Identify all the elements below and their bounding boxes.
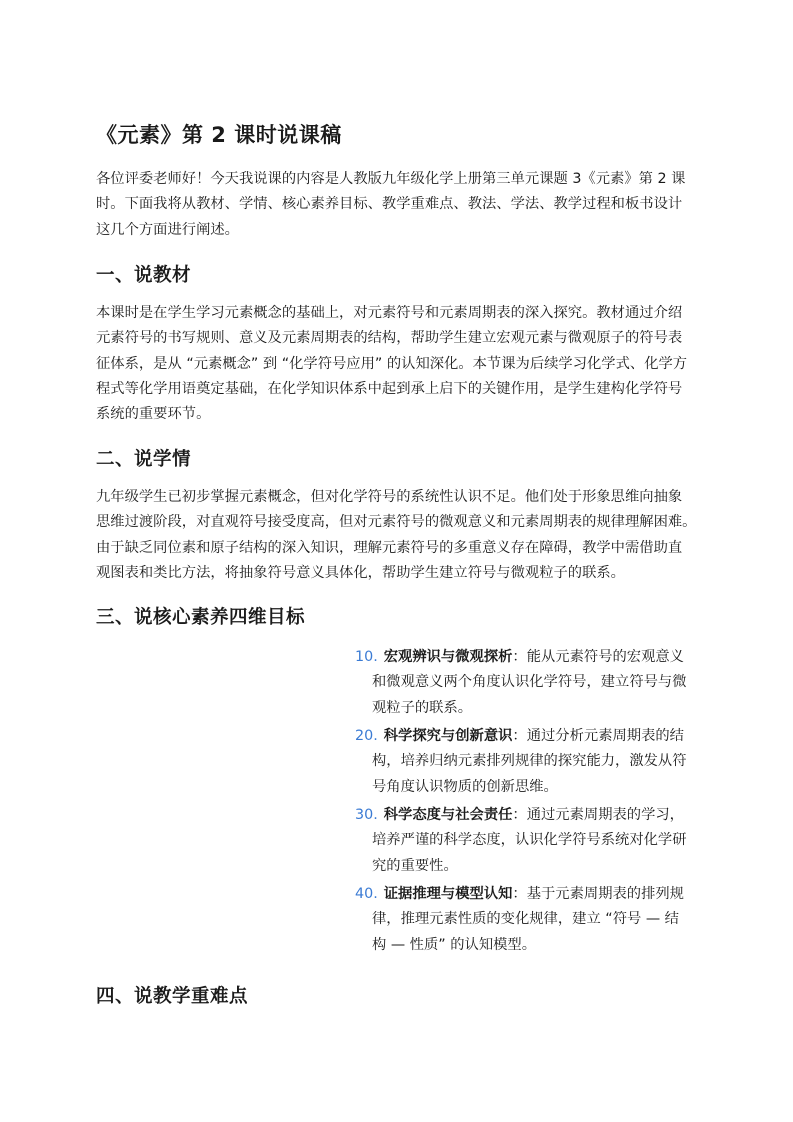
goal-first-line: [355, 645, 715, 670]
goal-first-line: [355, 803, 715, 828]
text-line: 系统的重要环节。: [96, 406, 211, 423]
goal-text: 构 — 性质” 的认知模型。: [372, 936, 537, 953]
text-line: 各位评委老师好！今天我说课的内容是人教版九年级化学上册第三单元课题 3《元素》第 2 课: [96, 171, 686, 187]
textbook-paragraph: [96, 301, 706, 427]
text-line: 时。下面我将从教材、学情、核心素养目标、教学重难点、教法、学法、教学过程和板书设计: [96, 196, 683, 213]
goal-text: 究的重要性。: [372, 857, 458, 874]
section-heading-goals: 三、说核心素养四维目标: [96, 607, 306, 628]
text-line: 征体系，是从 “元素概念” 到 “化学符号应用” 的认知深化。本节课为后续学习化学式、化学方: [96, 355, 688, 372]
goal-text: 和微观意义两个角度认识化学符号，建立符号与微: [372, 674, 687, 691]
goal-item: [355, 882, 715, 958]
goal-number: 10.: [355, 649, 378, 665]
page-title: 《元素》第 2 课时说课稿: [96, 123, 342, 147]
goal-text: ：通过元素周期表的学习，: [512, 807, 684, 823]
goal-item: [355, 803, 715, 879]
section-heading-textbook: 一、说教材: [96, 265, 192, 286]
goal-text: 构，培养归纳元素排列规律的探究能力，激发从符: [372, 753, 687, 770]
goal-title: 科学态度与社会责任: [383, 807, 513, 823]
goal-item: [355, 724, 715, 800]
goal-item: [355, 645, 715, 721]
goal-first-line: [355, 724, 715, 749]
students-paragraph: [96, 485, 706, 586]
goal-text: 号角度认识物质的创新思维。: [372, 778, 558, 795]
goal-title: 宏观辨识与微观探析: [383, 649, 513, 665]
text-line: 九年级学生已初步掌握元素概念，但对化学符号的系统性认识不足。他们处于形象思维向抽象: [96, 489, 683, 505]
section-heading-key-points: 四、说教学重难点: [96, 986, 249, 1007]
text-line: 观图表和类比方法，将抽象符号意义具体化，帮助学生建立符号与微观粒子的联系。: [96, 564, 625, 581]
goal-title: 证据推理与模型认知: [383, 886, 513, 902]
text-line: 元素符号的书写规则、意义及元素周期表的结构，帮助学生建立宏观元素与微观原子的符号表: [96, 330, 683, 347]
goal-number: 30.: [355, 807, 378, 823]
intro-paragraph: [96, 167, 706, 243]
goal-first-line: [355, 882, 715, 907]
text-line: 本课时是在学生学习元素概念的基础上，对元素符号和元素周期表的深入探究。教材通过介绍: [96, 305, 683, 321]
goal-text: 律，推理元素性质的变化规律，建立 “符号 — 结: [372, 911, 679, 928]
text-line: 程式等化学用语奠定基础，在化学知识体系中起到承上启下的关键作用，是学生建构化学符号: [96, 380, 683, 397]
goal-text: ：通过分析元素周期表的结: [512, 728, 684, 744]
goal-number: 40.: [355, 886, 378, 902]
goal-text: ：能从元素符号的宏观意义: [512, 649, 684, 665]
text-line: 思维过渡阶段，对直观符号接受度高，但对元素符号的微观意义和元素周期表的规律理解困难。: [96, 514, 697, 531]
goal-text: 观粒子的联系。: [372, 699, 473, 716]
goal-text: ：基于元素周期表的排列规: [512, 886, 684, 902]
goal-number: 20.: [355, 728, 378, 744]
section-heading-students: 二、说学情: [96, 449, 192, 470]
goal-text: 培养严谨的科学态度，认识化学符号系统对化学研: [372, 832, 687, 849]
text-line: 这几个方面进行阐述。: [96, 221, 239, 238]
goal-title: 科学探究与创新意识: [383, 728, 513, 744]
text-line: 由于缺乏同位素和原子结构的深入知识，理解元素符号的多重意义存在障碍，教学中需借助直: [96, 539, 683, 556]
